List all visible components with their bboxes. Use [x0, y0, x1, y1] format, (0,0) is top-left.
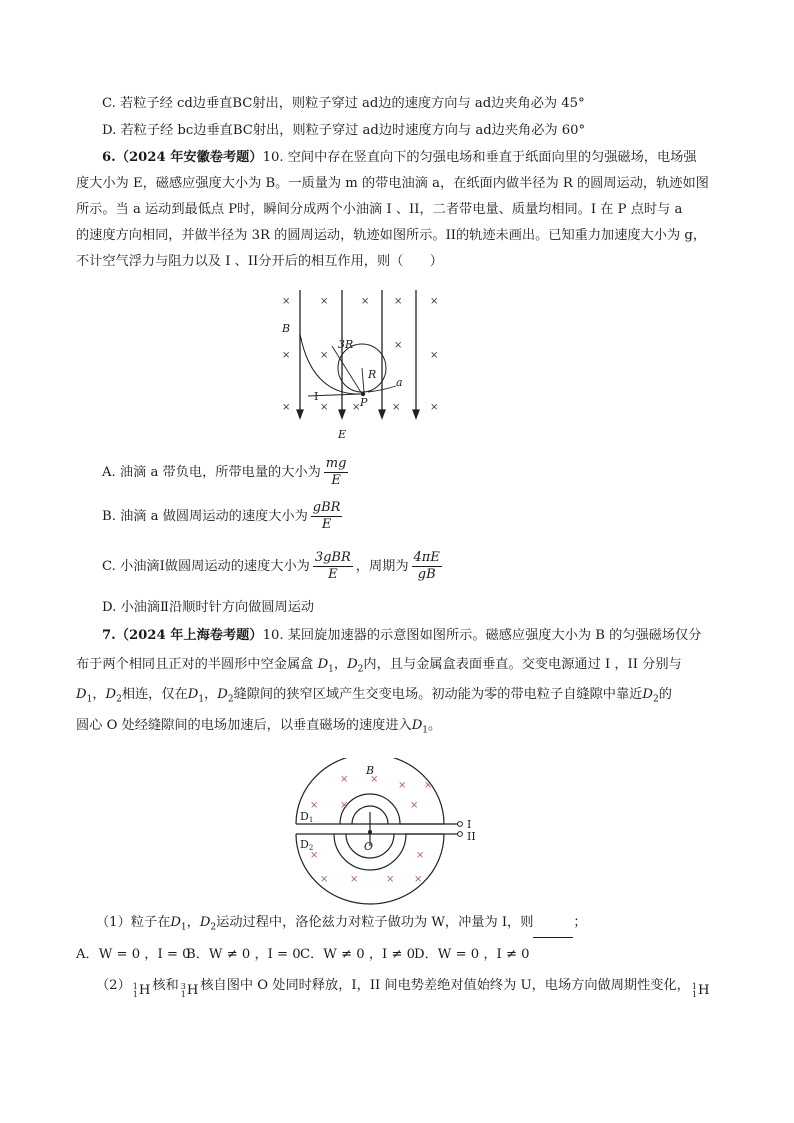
q7-choices	[76, 945, 530, 965]
q6-cross: ×	[320, 296, 329, 307]
q7-source-tag: 7.（2024 年上海卷考题）	[102, 628, 263, 643]
q7-label-i: I	[467, 818, 472, 831]
q6-cross: ×	[361, 296, 370, 307]
q6-stem-line2: 度大小为 E，磁感应强度大小为 B。一质量为 m 的带电油滴 a，在纸面内做半径为 R 的圆周运动，轨迹如图	[76, 176, 709, 191]
q7-label-b: B	[366, 764, 375, 777]
q6-option-a-fraction: $\frac{mg}{E}$	[325, 456, 347, 488]
q6-cross: ×	[282, 296, 291, 307]
q6-cross: ×	[394, 340, 403, 351]
q6-cross: ×	[430, 402, 439, 413]
q6-cross: ×	[392, 402, 401, 413]
q6-label-i: I	[314, 390, 319, 403]
q7-subquestion-2: （2） 1 1 H 核和 3 1 H 核自图中 O 处同时释放，I，II 间电势差绝对值始终为 U，电场方向做周期性变化， 1 1 H	[96, 978, 710, 999]
q6-label-a: a	[396, 376, 403, 389]
q6-stem-line1: 6.（2024 年安徽卷考题）10. 空间中存在竖直向下的匀强电场和垂直于纸面向里的匀强磁场，电场强	[102, 150, 697, 165]
q6-label-b: B	[282, 322, 291, 335]
q7-stem-line1: 7.（2024 年上海卷考题）10. 某回旋加速器的示意图如图所示。磁感应强度大小为 B 的匀强磁场仅分	[102, 628, 702, 643]
q5-option-c: C. 若粒子经 cd边垂直BC射出，则粒子穿过 ad边的速度方向与 ad边夹角必为 45°	[102, 96, 585, 111]
q6-option-c-fraction-speed: $\frac{\text{3gBR}}{E}$	[314, 550, 351, 582]
q7-cross: ×	[310, 800, 319, 811]
q7-choice-c: C．W ≠ 0 ，I ≠ 0	[300, 947, 416, 962]
q6-option-c: C. 小油滴Ⅰ做圆周运动的速度大小为 $\frac{\text{3gBR}}{E}$ ，周期为 $\frac{4\pi E}{gB}$	[102, 550, 440, 582]
q6-cross: ×	[282, 350, 291, 361]
q5-option-d: D. 若粒子经 bc边垂直BC射出，则粒子穿过 ad边时速度方向与 ad边夹角必为 60°	[102, 123, 586, 138]
q6-cross: ×	[430, 296, 439, 307]
q6-option-d: D. 小油滴Ⅱ沿顺时针方向做圆周运动	[102, 600, 315, 615]
q7-label-d2: D2	[300, 838, 314, 852]
q6-option-b-fraction: $\frac{\text{gBR}}{E}$	[312, 500, 341, 532]
q7-stem-line3: $D_1$，$D_2$相连，仅在$D_1$，$D_2$缝隙间的狭窄区域产生交变电场。初动能为零的带电粒子自缝隙中靠近$D_2$的	[76, 687, 672, 705]
nuclide-h1: 1 1 H	[132, 982, 151, 999]
nuclide-h3: 3 1 H	[180, 982, 199, 999]
q7-label-ii: II	[467, 830, 476, 843]
q6-label-r: R	[368, 368, 377, 381]
q7-subquestion-1: （1）粒子在$D_1$，$D_2$运动过程中，洛伦兹力对粒子做功为 W，冲量为 I，则 ；	[96, 913, 587, 938]
q6-stem-line4: 的速度方向相同，并做半径为 3R 的圆周运动，轨迹如图所示。II的轨迹未画出。已知重力加速度大小为 g，	[76, 228, 707, 243]
q7-cross: ×	[370, 774, 379, 785]
q7-cross: ×	[386, 874, 395, 885]
q7-cross: ×	[410, 800, 419, 811]
q6-cross: ×	[320, 350, 329, 361]
q6-option-b: B. 油滴 a 做圆周运动的速度大小为 $\frac{\text{gBR}}{E}$	[102, 500, 341, 532]
answer-blank	[533, 925, 573, 938]
q7-cross: ×	[320, 874, 329, 885]
q7-cross: ×	[340, 800, 349, 811]
q7-label-d1: D1	[300, 810, 314, 824]
q6-stem-line3: 所示。当 a 运动到最低点 P时，瞬间分成两个小油滴 I 、II，二者带电量、质量均相同。I 在 P 点时与 a	[76, 202, 683, 217]
q7-choice-a: A．W = 0 ，I = 0	[76, 947, 191, 962]
q6-cross: ×	[430, 350, 439, 361]
q6-label-3r: 3R	[338, 338, 354, 351]
q6-cross: ×	[320, 402, 329, 413]
q6-stem-line5: 不计空气浮力与阻力以及 I 、II分开后的相互作用，则（ ）	[76, 254, 443, 269]
q7-cross: ×	[310, 850, 319, 861]
q6-cross: ×	[352, 402, 361, 413]
q7-cross: ×	[424, 780, 433, 791]
q6-option-a: A. 油滴 a 带负电，所带电量的大小为 $\frac{mg}{E}$	[102, 456, 347, 488]
nuclide-h1: 1 1 H	[691, 982, 710, 999]
q7-cross: ×	[414, 874, 423, 885]
q6-field-diagram	[272, 286, 452, 446]
q7-label-o: O	[364, 840, 374, 853]
q7-cross: ×	[398, 780, 407, 791]
q6-option-c-fraction-period: $\frac{4\pi E}{gB}$	[413, 550, 440, 582]
q7-choice-d: D．W = 0 ，I ≠ 0	[414, 947, 530, 962]
q6-label-p: P	[360, 396, 368, 409]
q7-cross: ×	[416, 850, 425, 861]
q7-stem-line4: 圆心 O 处经缝隙间的电场加速后，以垂直磁场的速度进入$D_1$。	[76, 718, 442, 736]
q6-cross: ×	[394, 296, 403, 307]
q7-cross: ×	[340, 774, 349, 785]
q7-cyclotron-diagram	[290, 758, 490, 906]
q7-cross: ×	[350, 874, 359, 885]
q7-choice-b: B．W ≠ 0 ，I = 0	[186, 947, 301, 962]
q6-cross: ×	[282, 402, 291, 413]
q7-stem-line2: 布于两个相同且正对的半圆形中空金属盒 $D_1$，$D_2$内，且与金属盒表面垂直。交变电源通过 I ，II 分别与	[76, 657, 682, 675]
q6-source-tag: 6.（2024 年安徽卷考题）	[102, 150, 263, 165]
q6-label-e: E	[338, 428, 347, 441]
